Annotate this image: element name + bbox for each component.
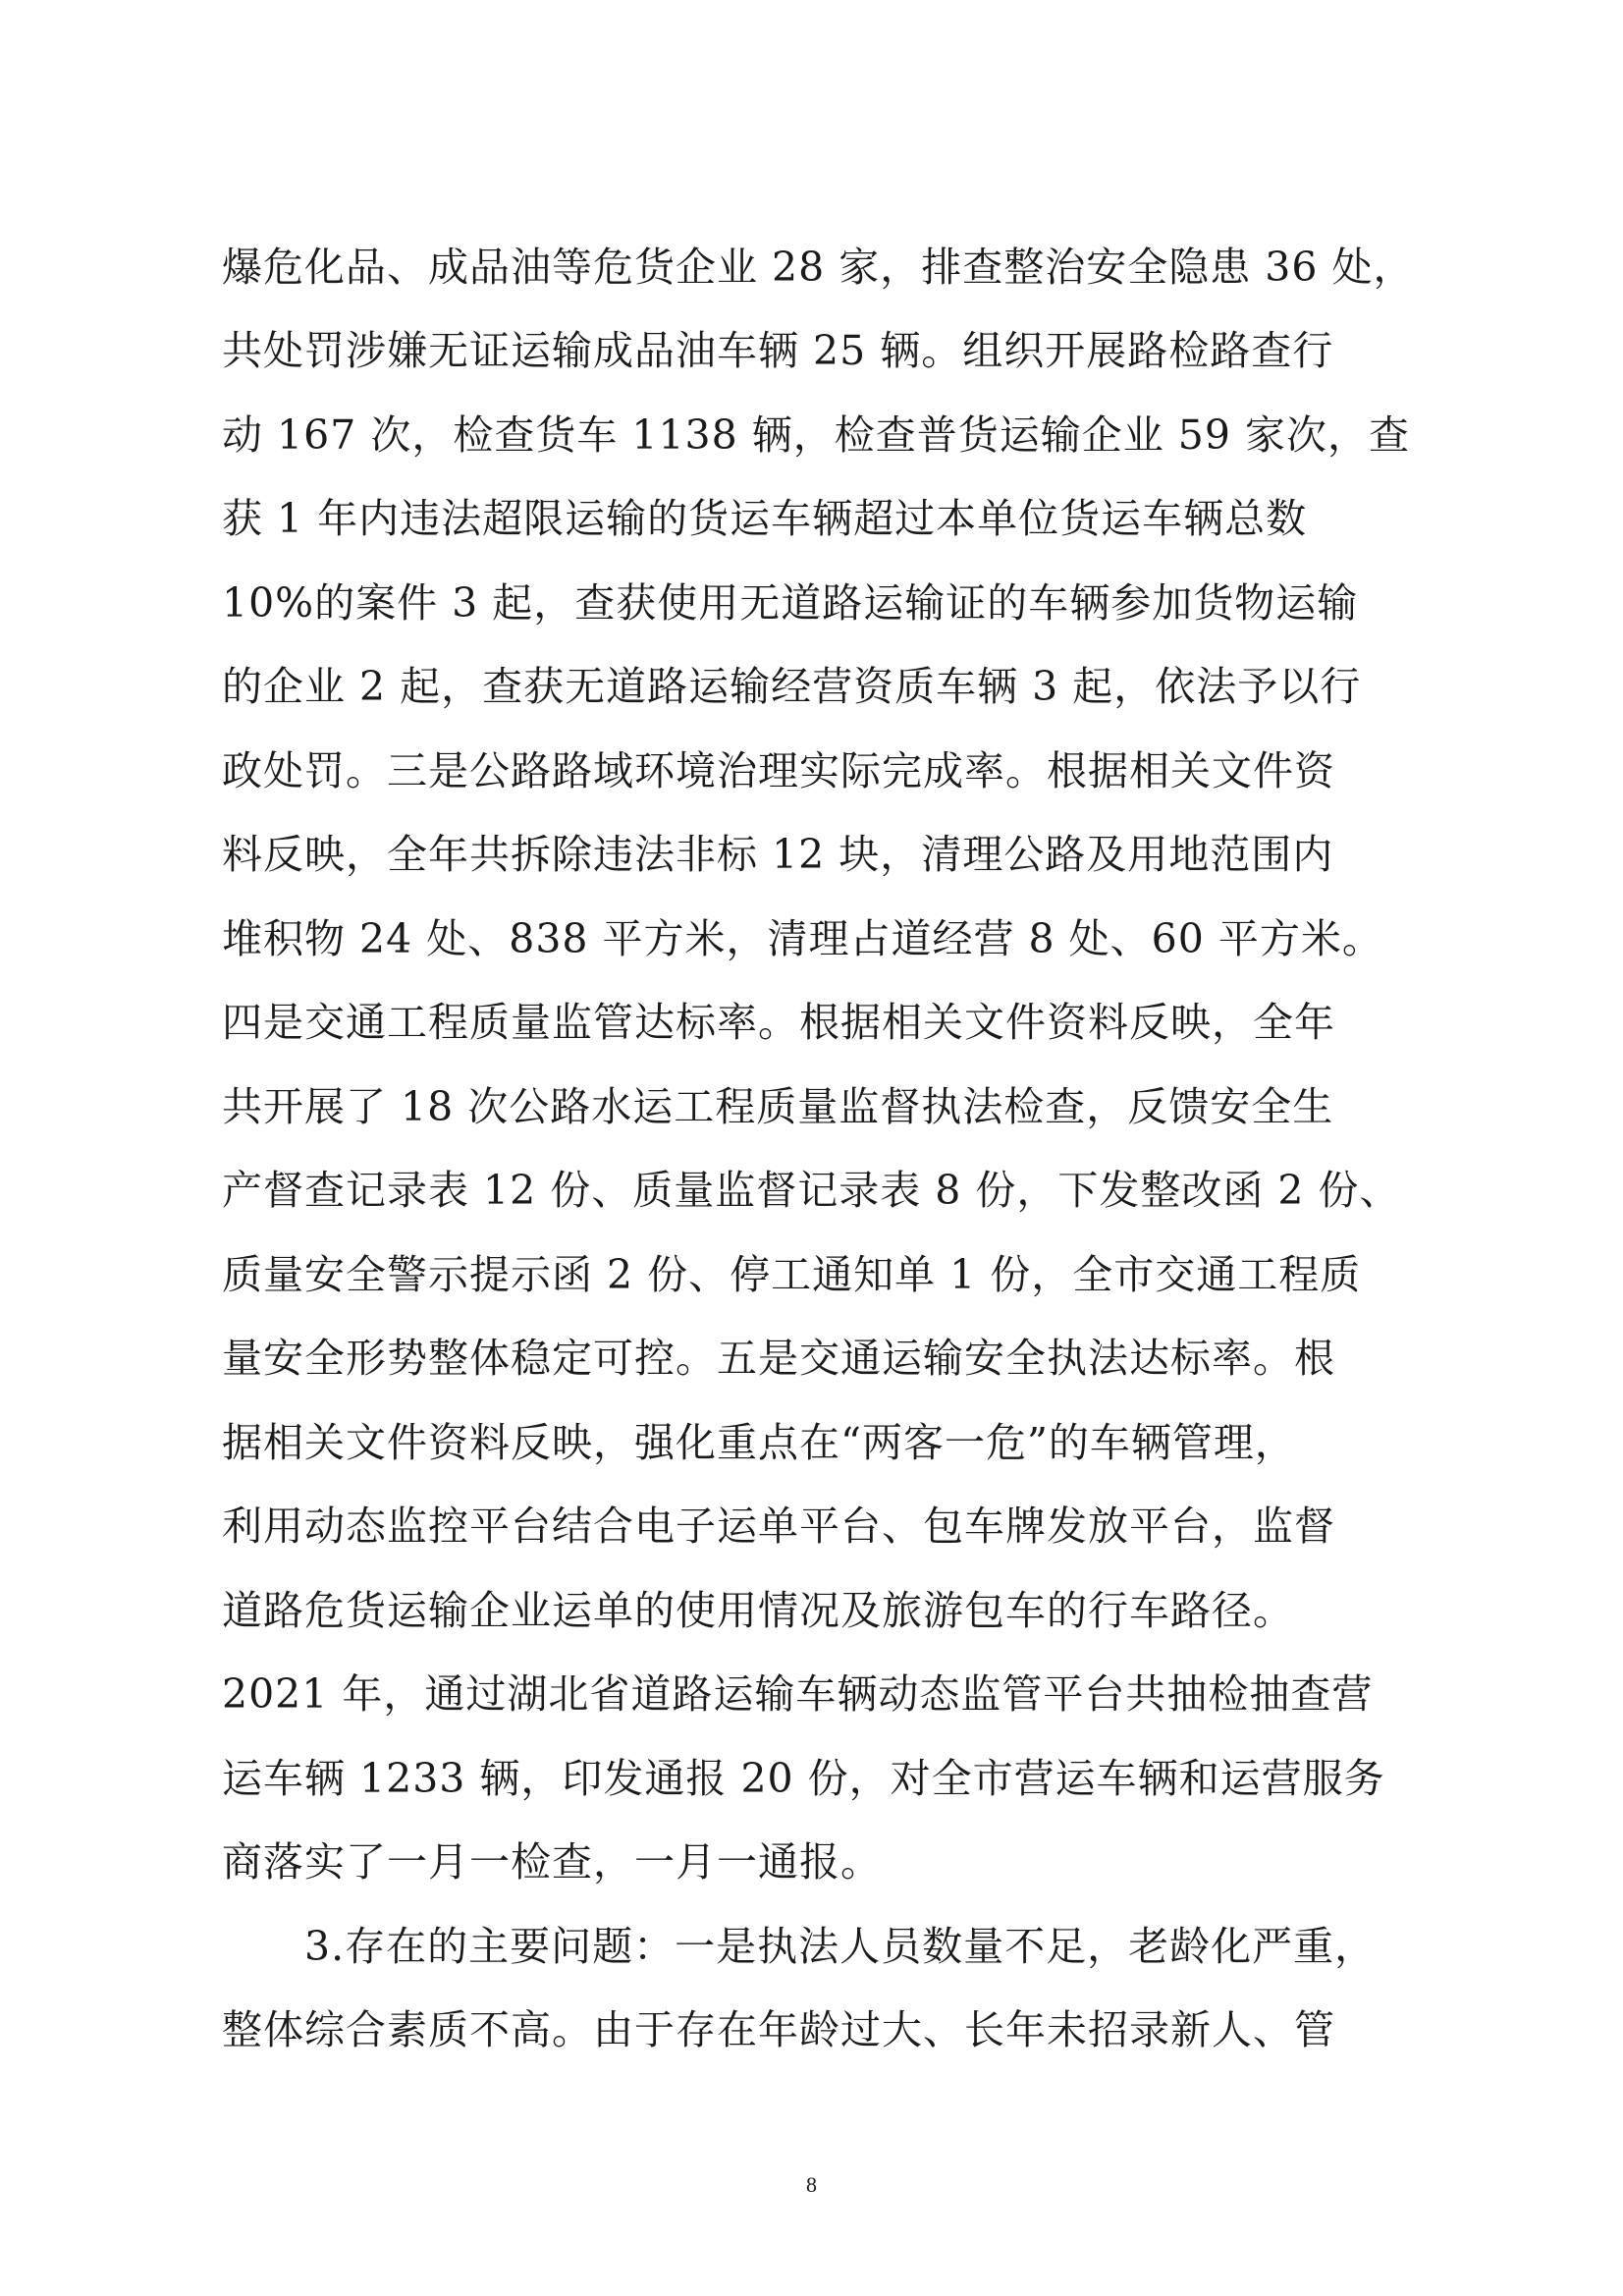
text-line-4: 获 1 年内违法超限运输的货运车辆超过本单位货运车辆总数 [222,495,1308,542]
text-line-11: 共开展了 18 次公路水运工程质量监督执法检查，反馈安全生 [222,1083,1334,1130]
text-line-2: 共处罚涉嫌无证运输成品油车辆 25 辆。组织开展路检路查行 [222,327,1334,374]
text-line-18: 2021 年，通过湖北省道路运输车辆动态监管平台共抽检抽查营 [222,1670,1374,1718]
text-line-5: 10%的案件 3 起，查获使用无道路运输证的车辆参加货物运输 [222,579,1359,627]
text-line-14: 量安全形势整体稳定可控。五是交通运输安全执法达标率。根 [222,1335,1335,1382]
page-number: 8 [806,2172,817,2197]
text-line-13: 质量安全警示提示函 2 份、停工通知单 1 份，全市交通工程质 [222,1251,1362,1298]
section-heading-line: 3.存在的主要问题：一是执法人员数量不足，老龄化严重， [304,1923,1377,1970]
text-line-3: 动 167 次，检查货车 1138 辆，检查普货运输企业 59 家次，查 [222,411,1410,459]
text-line-8: 料反映，全年共拆除违法非标 12 块，清理公路及用地范围内 [222,831,1334,878]
text-line-6: 的企业 2 起，查获无道路运输经营资质车辆 3 起，依法予以行 [222,663,1362,710]
text-line-16: 利用动态监控平台结合电子运单平台、包车牌发放平台，监督 [222,1503,1335,1550]
text-line-12: 产督查记录表 12 份、质量监督记录表 8 份，下发整改函 2 份、 [222,1167,1401,1214]
text-line-9: 堆积物 24 处、838 平方米，清理占道经营 8 处、60 平方米。 [222,915,1383,962]
text-line-22: 整体综合素质不高。由于存在年龄过大、长年未招录新人、管 [222,2006,1335,2053]
text-line-1: 爆危化品、成品油等危货企业 28 家，排查整治安全隐患 36 处， [222,244,1415,291]
text-line-10: 四是交通工程质量监管达标率。根据相关文件资料反映，全年 [222,999,1335,1046]
text-line-17: 道路危货运输企业运单的使用情况及旅游包车的行车路径。 [222,1587,1294,1634]
text-line-7: 政处罚。三是公路路域环境治理实际完成率。根据相关文件资 [222,747,1335,794]
text-line-19: 运车辆 1233 辆，印发通报 20 份，对全市营运车辆和运营服务 [222,1755,1385,1802]
text-line-15: 据相关文件资料反映，强化重点在“两客一危”的车辆管理， [222,1419,1296,1466]
text-line-20: 商落实了一月一检查，一月一通报。 [222,1838,882,1886]
